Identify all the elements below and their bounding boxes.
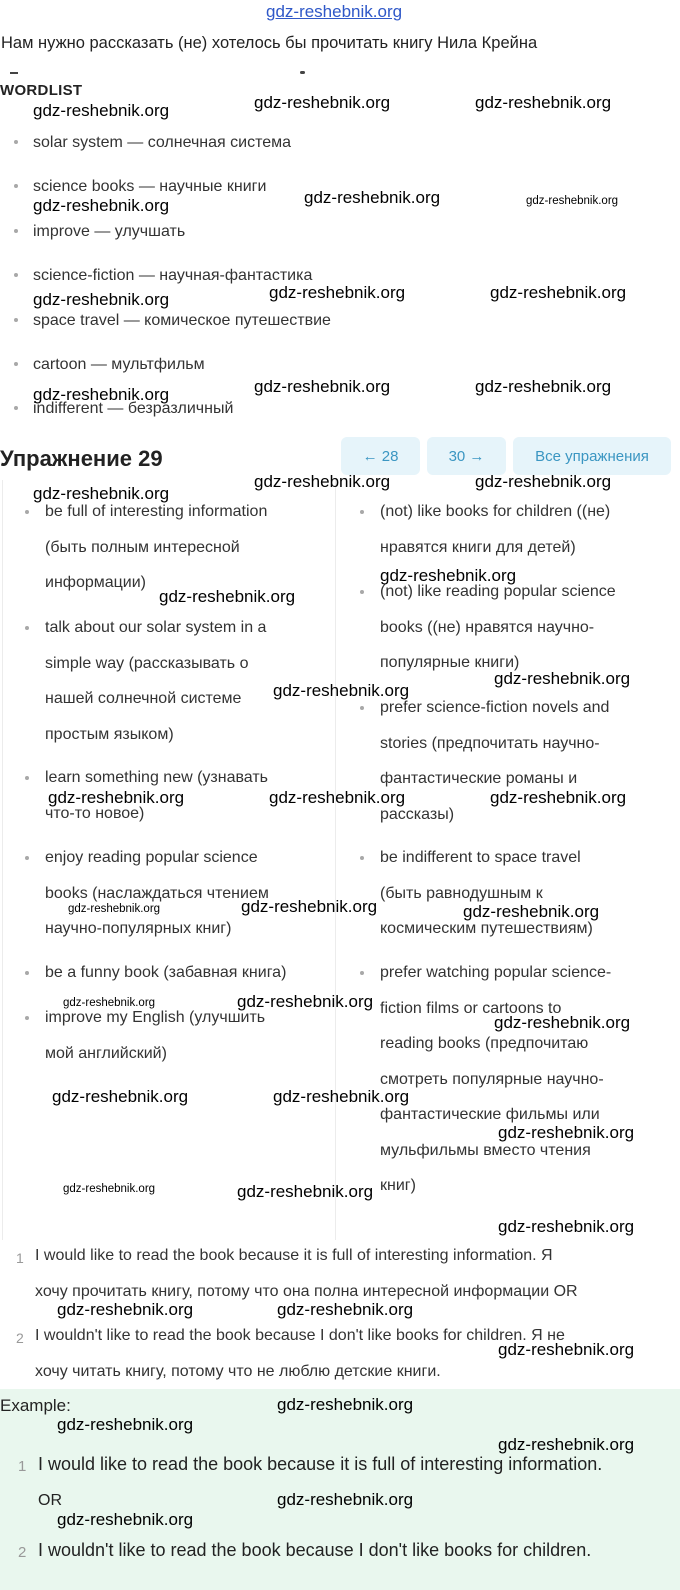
- watermark: gdz-reshebnik.org: [33, 196, 170, 215]
- bullet-icon: [360, 590, 364, 594]
- phrase-line: что-то новое): [45, 804, 145, 822]
- watermark: gdz-reshebnik.org: [254, 377, 391, 396]
- column-divider: [335, 480, 336, 1240]
- phrase-item: [380, 574, 670, 681]
- watermark: gdz-reshebnik.org: [526, 195, 619, 207]
- watermark: gdz-reshebnik.org: [498, 1435, 635, 1454]
- phrase-line: мой английский): [45, 1044, 167, 1062]
- bullet-icon: [360, 706, 364, 710]
- phrase-item: [380, 494, 670, 565]
- watermark: gdz-reshebnik.org: [380, 566, 517, 585]
- phrase-line: простым языком): [45, 725, 174, 743]
- bullet-icon: [360, 510, 364, 514]
- watermark: gdz-reshebnik.org: [277, 1395, 414, 1414]
- answer-line: I would like to read the book because it is full of interesting information. Я: [35, 1247, 553, 1264]
- watermark: gdz-reshebnik.org: [33, 484, 170, 503]
- bullet-icon: [14, 273, 18, 277]
- phrase-line: be a funny book (забавная книга): [45, 964, 287, 981]
- watermark: gdz-reshebnik.org: [494, 1013, 631, 1032]
- watermark: gdz-reshebnik.org: [57, 1415, 194, 1434]
- answer-line: I wouldn't like to read the book because I don't like books for children. Я не: [35, 1327, 565, 1344]
- phrase-item: [45, 955, 330, 991]
- watermark: gdz-reshebnik.org: [269, 283, 406, 302]
- watermark: gdz-reshebnik.org: [63, 1183, 156, 1195]
- watermark: gdz-reshebnik.org: [498, 1340, 635, 1359]
- phrase-line: научно-популярных книг): [45, 920, 232, 937]
- bullet-icon: [25, 510, 29, 514]
- intro-text: Нам нужно рассказать (не) хотелось бы прочитать книгу Нила Крейна: [1, 34, 538, 52]
- bullet-icon: [14, 362, 18, 366]
- phrase-line: be full of interesting information: [45, 503, 268, 520]
- bullet-icon: [25, 776, 29, 780]
- watermark: gdz-reshebnik.org: [48, 788, 185, 807]
- phrase-line: enjoy reading popular science: [45, 849, 258, 866]
- example-line: I wouldn't like to read the book because I don't like books for children.: [38, 1540, 592, 1560]
- watermark: gdz-reshebnik.org: [52, 1087, 189, 1106]
- site-link[interactable]: gdz-reshebnik.org: [266, 2, 403, 21]
- phrase-line: смотреть популярные научно-: [380, 1070, 604, 1088]
- watermark: gdz-reshebnik.org: [254, 93, 391, 112]
- example-line: I would like to read the book because it is full of interesting information.: [38, 1454, 603, 1474]
- watermark: gdz-reshebnik.org: [57, 1510, 194, 1529]
- phrase-item: [380, 690, 670, 832]
- divider: [10, 72, 18, 74]
- wordlist-item-text: solar system — солнечная система: [33, 134, 292, 151]
- watermark: gdz-reshebnik.org: [475, 472, 612, 491]
- phrase-line: фантастические романы и: [380, 770, 578, 787]
- bullet-icon: [14, 318, 18, 322]
- bullet-icon: [25, 856, 29, 860]
- watermark: gdz-reshebnik.org: [33, 101, 170, 120]
- all-exercises-button[interactable]: Все упражнения: [513, 437, 671, 475]
- divider-dot: [300, 71, 305, 74]
- phrase-line: фантастические фильмы или: [380, 1106, 600, 1123]
- phrase-line: рассказы): [380, 805, 455, 823]
- phrase-line: improve my English (улучшить: [45, 1009, 266, 1026]
- example-or: OR: [38, 1492, 62, 1509]
- phrase-line: books (наслаждаться чтением: [45, 884, 269, 902]
- phrase-line: (not) like reading popular science: [380, 583, 616, 600]
- wordlist-item: [14, 356, 205, 374]
- answer-number: 1: [16, 1250, 24, 1266]
- bullet-icon: [25, 1016, 29, 1020]
- bullet-icon: [14, 229, 18, 233]
- watermark: gdz-reshebnik.org: [475, 377, 612, 396]
- watermark: gdz-reshebnik.org: [494, 669, 631, 688]
- phrase-line: stories (предпочитать научно-: [380, 734, 600, 752]
- wordlist-item-text: improve — улучшать: [33, 223, 186, 240]
- phrase-line: (быть равнодушным к: [380, 884, 543, 902]
- phrase-line: simple way (рассказывать о: [45, 654, 249, 672]
- phrase-line: книг): [380, 1177, 416, 1194]
- watermark: gdz-reshebnik.org: [254, 472, 391, 491]
- watermark: gdz-reshebnik.org: [33, 385, 170, 404]
- wordlist-item: [14, 178, 266, 196]
- wordlist-item-text: cartoon — мультфильм: [33, 356, 205, 373]
- watermark: gdz-reshebnik.org: [68, 903, 161, 915]
- watermark: gdz-reshebnik.org: [463, 902, 600, 921]
- bullet-icon: [14, 184, 18, 188]
- wordlist-item: [14, 267, 312, 285]
- phrase-line: информации): [45, 574, 146, 591]
- phrase-item: [45, 494, 330, 601]
- answer-line: хочу читать книгу, потому что не люблю детские книги.: [35, 1363, 441, 1380]
- wordlist-item-text: science books — научные книги: [33, 178, 267, 195]
- bullet-icon: [360, 856, 364, 860]
- prev-exercise-button[interactable]: ← 28: [341, 437, 420, 475]
- watermark: gdz-reshebnik.org: [241, 897, 378, 916]
- wordlist-item: [14, 223, 185, 241]
- watermark: gdz-reshebnik.org: [63, 997, 156, 1009]
- bullet-icon: [360, 971, 364, 975]
- next-exercise-button[interactable]: 30 →: [427, 437, 506, 475]
- phrase-line: нравятся книги для детей): [380, 538, 576, 556]
- wordlist-item-text: space travel — комическое путешествие: [33, 312, 331, 329]
- phrase-line: prefer science-fiction novels and: [380, 699, 610, 716]
- phrase-line: (быть полным интересной: [45, 538, 240, 556]
- exercise-title: Упражнение 29: [0, 446, 163, 471]
- watermark: gdz-reshebnik.org: [57, 1300, 194, 1319]
- column-divider: [2, 480, 3, 1240]
- watermark: gdz-reshebnik.org: [490, 788, 627, 807]
- phrase-line: мульфильмы вместо чтения: [380, 1141, 591, 1159]
- wordlist-item-text: science-fiction — научная-фантастика: [33, 267, 313, 284]
- wordlist-item-text: indifferent — безразличный: [33, 400, 234, 417]
- watermark: gdz-reshebnik.org: [237, 1182, 374, 1201]
- watermark: gdz-reshebnik.org: [159, 587, 296, 606]
- watermark: gdz-reshebnik.org: [277, 1490, 414, 1509]
- phrase-item: [380, 955, 670, 1204]
- watermark: gdz-reshebnik.org: [273, 681, 410, 700]
- watermark: gdz-reshebnik.org: [498, 1123, 635, 1142]
- watermark: gdz-reshebnik.org: [269, 788, 406, 807]
- phrase-line: prefer watching popular science-: [380, 964, 612, 981]
- answer-line: хочу прочитать книгу, потому что она полна интересной информации OR: [35, 1283, 578, 1300]
- phrase-line: fiction films or cartoons to: [380, 999, 562, 1017]
- watermark: gdz-reshebnik.org: [490, 283, 627, 302]
- phrase-line: reading books (предпочитаю: [380, 1035, 589, 1052]
- bullet-icon: [14, 406, 18, 410]
- wordlist-item: [14, 312, 331, 330]
- watermark: gdz-reshebnik.org: [475, 93, 612, 112]
- wordlist-heading: WORDLIST: [0, 82, 83, 99]
- phrase-line: talk about our solar system in a: [45, 619, 267, 636]
- phrase-line: нашей солнечной системе: [45, 690, 242, 707]
- phrase-item: [45, 840, 330, 947]
- answer-number: 2: [16, 1330, 24, 1346]
- phrase-line: популярные книги): [380, 654, 520, 671]
- watermark: gdz-reshebnik.org: [273, 1087, 410, 1106]
- phrase-line: (not) like books for children ((не): [380, 503, 611, 520]
- wordlist-item: [14, 134, 291, 152]
- bullet-icon: [25, 971, 29, 975]
- watermark: gdz-reshebnik.org: [237, 992, 374, 1011]
- watermark: gdz-reshebnik.org: [33, 290, 170, 309]
- watermark: gdz-reshebnik.org: [498, 1217, 635, 1236]
- watermark: gdz-reshebnik.org: [277, 1300, 414, 1319]
- bullet-icon: [25, 626, 29, 630]
- example-number: 2: [18, 1544, 27, 1561]
- phrase-item: [380, 840, 670, 947]
- phrase-line: learn something new (узнавать: [45, 769, 269, 786]
- bullet-icon: [14, 140, 18, 144]
- example-label: Example:: [0, 1396, 71, 1415]
- watermark: gdz-reshebnik.org: [304, 188, 441, 207]
- phrase-line: be indifferent to space travel: [380, 849, 581, 866]
- example-number: 1: [18, 1458, 27, 1475]
- phrase-line: космическим путешествиям): [380, 920, 593, 937]
- phrase-line: books ((не) нравятся научно-: [380, 618, 595, 636]
